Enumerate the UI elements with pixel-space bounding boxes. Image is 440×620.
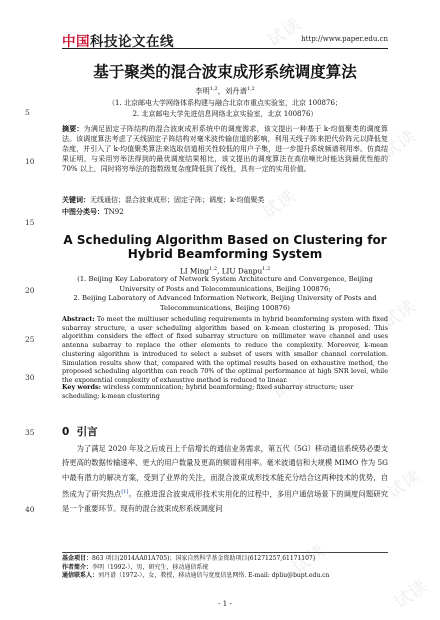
clc-value: TN92 [104, 208, 124, 216]
footnote-rule [62, 552, 388, 553]
line-number: 30 [25, 373, 35, 382]
clc-code [62, 207, 388, 217]
watermark: 试读 [268, 366, 310, 404]
authors-cn [62, 84, 388, 97]
author-name: 李明 [195, 86, 210, 96]
footnote-label: 作者简介： [62, 563, 93, 571]
section-title: 引言 [76, 426, 98, 438]
logo-text-black: 科技论文在线 [90, 34, 174, 50]
watermark: 试读 [263, 14, 305, 52]
keywords-en-text: wireless communication; hybrid beamforming; fixed subarray structure; user scheduling; k-mean clustering [62, 383, 354, 400]
author-affil-sup: 1,2 [246, 86, 255, 92]
citation-link[interactable]: [1] [121, 488, 129, 495]
author-name: , LIU Danpu [217, 266, 263, 276]
line-number: 10 [25, 157, 35, 166]
abstract-en-label: Abstract: [62, 315, 95, 323]
footnote-text: 863 项目(2014AA01A705)；国家自然科学基金资助项目(61271257,61171107) [92, 555, 316, 562]
footnote-funding [62, 555, 388, 564]
watermark: 试读 [378, 296, 420, 334]
footnote-author2 [62, 572, 388, 581]
abstract-cn [62, 124, 388, 174]
author-name: ，刘丹谱 [217, 86, 247, 96]
watermark: 试读 [390, 576, 432, 614]
watermark: 试读 [383, 466, 425, 504]
site-logo[interactable] [62, 30, 174, 50]
watermark: 试读 [258, 186, 300, 224]
footnote-author1 [62, 564, 388, 573]
keywords-cn-text: 无线通信；混合波束成形；固定子阵；调度；k-均值聚类 [90, 196, 265, 204]
author-affil-sup: 1,2 [209, 86, 218, 92]
author-affil-sup: 1,2 [262, 266, 271, 272]
line-number: 40 [25, 505, 35, 514]
abstract-cn-text: 为满足固定子阵结构的混合波束成形系统中的调度需求，该文提出一种基于 k-均值聚类的调度算法。该调度算法考虑了天线固定子阵结构对毫米波传输信道的影响，利用天线子阵来把代价阵元以降低复杂度，并引入了 k-均值聚类算法来选取信道相关性较低的用户子集，进一步提升系统频谱利用率。仿真结果证明，与采用穷举法得到的最优调度结果相比，该文提出的调度算法在高信噪比时能达到最优性能的 70% 以上，同时将穷举法的指数级复杂度降低到了线性，具有一定的实用价值。 [62, 125, 388, 173]
author-affil-sup: 1,2 [209, 266, 218, 272]
keywords-cn-label: 关键词： [62, 195, 90, 204]
paper-title-cn: 基于聚类的混合波束成形系统调度算法 [93, 63, 357, 81]
clc-label: 中图分类号： [62, 207, 104, 216]
affiliation-cn-2: 2. 北京邮电大学先进信息网络北京实验室，北京 100876） [132, 110, 318, 118]
section-number: 0 [62, 426, 70, 438]
line-number: 25 [25, 335, 35, 344]
keywords-cn [62, 195, 388, 205]
paper-title-en: A Scheduling Algorithm Based on Clustering for Hybrid Beamforming System [63, 233, 387, 261]
page-number: - 1 - [218, 600, 232, 608]
intro-paragraph [62, 442, 388, 516]
footnote-label: 通信联系人： [62, 572, 99, 580]
abstract-cn-label: 摘要： [62, 124, 84, 133]
page-header [62, 30, 388, 50]
footnote-text: 李明（1992-），男，研究生，移动通信系统 [92, 563, 209, 571]
section-heading [62, 424, 98, 439]
affiliation-cn-1: （1. 北京邮电大学网络体系构建与融合北京市重点实验室，北京 100876； [108, 99, 342, 107]
keywords-en-label: Key words: [62, 383, 101, 391]
footnote-text: 刘丹谱（1972-），女，教授，移动通信与宽度信息网络. E-mail: dpliu@bupt.edu.cn [98, 572, 330, 580]
logo-text-red: 中国 [62, 34, 90, 50]
line-number: 5 [25, 108, 30, 117]
line-number: 20 [25, 286, 35, 295]
footnote-label: 基金项目： [62, 555, 93, 562]
header-rule [62, 48, 388, 49]
abstract-en [62, 315, 388, 385]
affiliation-en-1: (1. Beijing Key Laboratory of Network System Architecture and Convergence, Beijing University of Posts and Telecommunications, Beijing 100876; [77, 275, 373, 293]
author-name: LI Ming [179, 266, 210, 276]
affiliation-en-2: 2. Beijing Laboratory of Advanced Information Network, Beijing University of Posts and Telecommunications, Beijing 100876) [73, 294, 377, 312]
intro-text-b: 。在推进混合波束成形技术实用化的过程中，多用户通信场景下的调度问题研究是一个重要环节。现有的混合波束成形系统调度问 [62, 489, 389, 513]
watermark: 试读 [378, 126, 420, 164]
line-number: 35 [25, 428, 35, 437]
site-url[interactable]: http://www.paper.edu.cn [301, 35, 388, 43]
intro-text-a: 为了满足 2020 年及之后成百上千倍增长的通信业务需求，第五代（5G）移动通信系统势必要支持更高的数据传输速率、更大的用户数量及更高的频谱利用率。毫米波通信和大规模 MIMO 作为 5G 中最有潜力的解决方案，受到了业界的关注，而混合波束成形技术能充分结合这两种技术的优势，自然成为了研究热点 [62, 444, 388, 499]
keywords-en [62, 383, 388, 400]
abstract-en-text: To meet the multiuser scheduling requirements in hybrid beamforming system with fixed subarray structure, a user scheduling algorithm based on k-mean clustering is proposed. This algorithm considers the effect of fixed subarray structure on millimeter wave channel and uses antenna subarray to replace the other elements to reduce the complexity. Moreover, k-mean clustering algorithm is introduced to select a subset of users with smaller channel correlation. Simulation results show that, compared with the optimal results based on exhaustive method, the proposed scheduling algorithm can reach 70% of the optimal performance at high SNR level, while the exponential complexity of exhaustive method is reduced to linear. [62, 315, 388, 384]
watermark: 试读 [288, 541, 330, 579]
line-number: 15 [25, 218, 35, 227]
footnotes [62, 555, 388, 581]
